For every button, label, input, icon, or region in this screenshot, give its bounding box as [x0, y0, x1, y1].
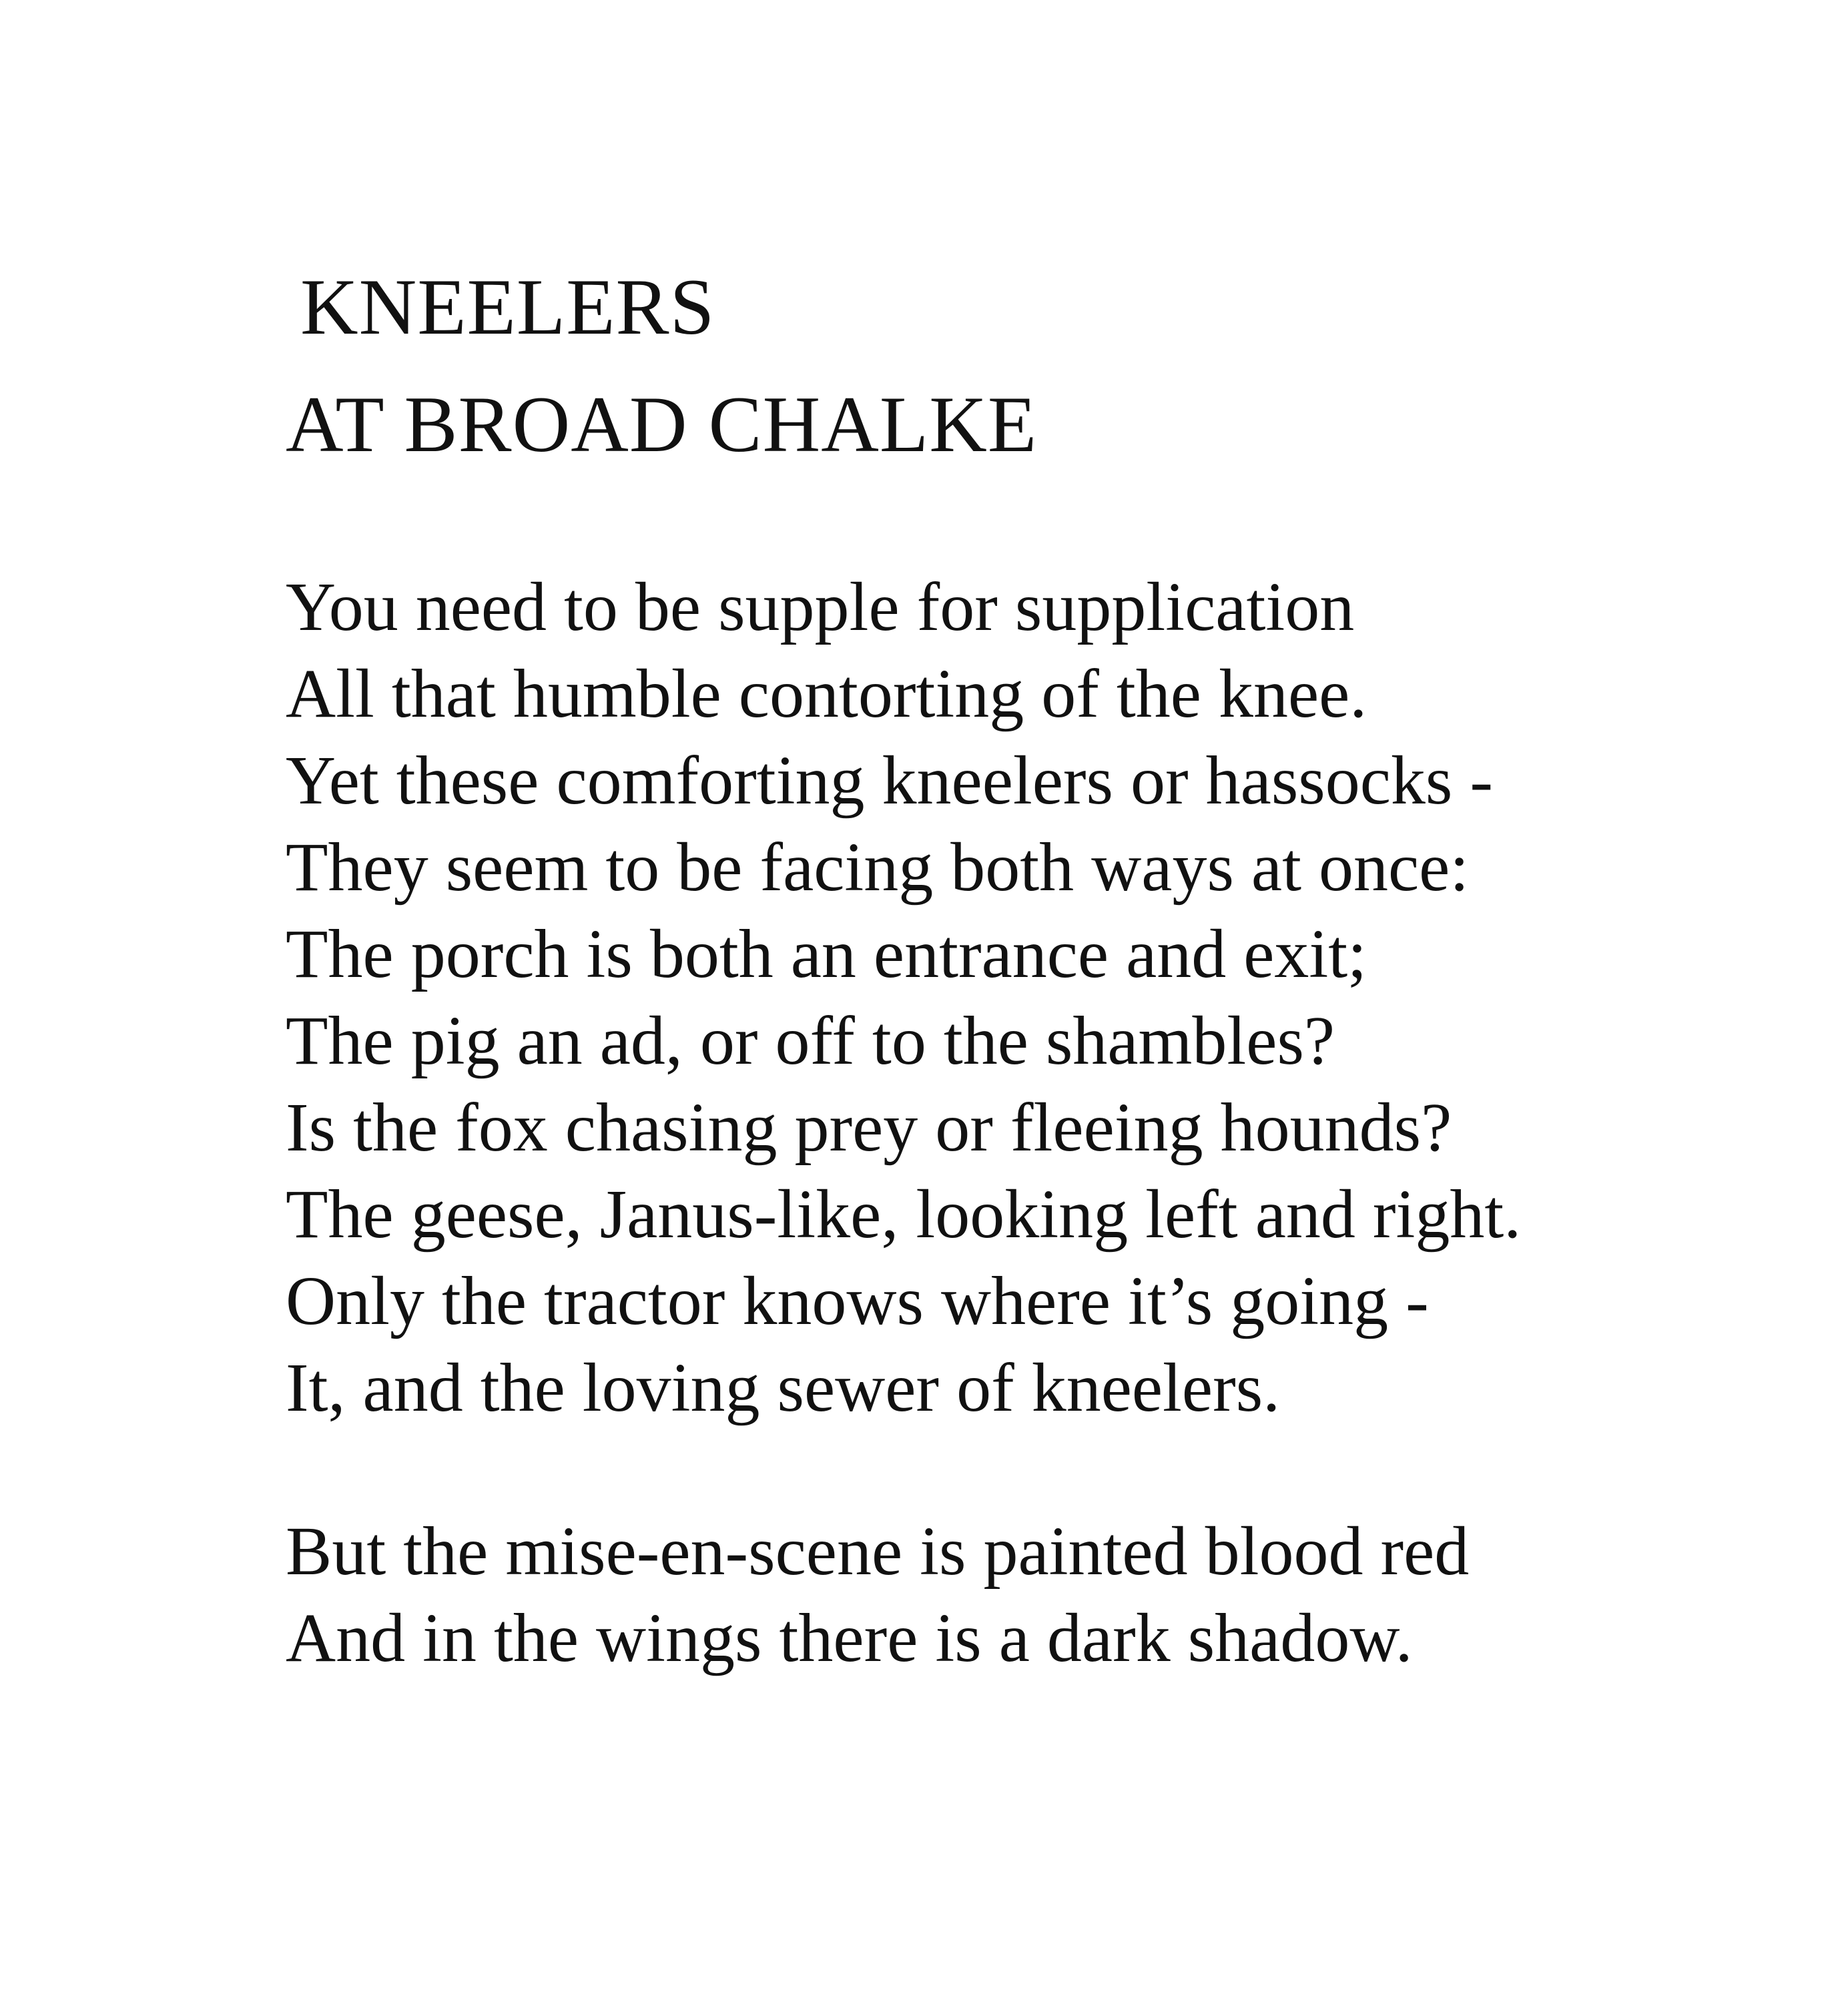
poem-line: You need to be supple for supplication: [286, 569, 1355, 645]
poem-title-line: AT BROAD CHALKE: [286, 380, 1038, 468]
poem-line: It, and the loving sewer of kneelers.: [286, 1349, 1281, 1426]
poem-title: [286, 248, 1037, 483]
poem-line: Is the fox chasing prey or fleeing hounds?: [286, 1089, 1452, 1166]
poem-stanza: [286, 564, 1521, 1431]
poem-line: They seem to be facing both ways at once:: [286, 829, 1470, 906]
poem-line: Only the tractor knows where it’s going -: [286, 1263, 1429, 1339]
poem-line: Yet these comforting kneelers or hassocks -: [286, 742, 1494, 819]
poem-line: But the mise-en-scene is painted blood red: [286, 1513, 1470, 1590]
poem-line: The geese, Janus-like, looking left and right.: [286, 1176, 1522, 1253]
poem-line: All that humble contorting of the knee.: [286, 655, 1367, 732]
poem-title-line: KNEELERS: [300, 262, 715, 351]
poem-line: The porch is both an entrance and exit;: [286, 916, 1367, 992]
poem-line: And in the wings there is a dark shadow.: [286, 1600, 1413, 1676]
poem-line: The pig an ad, or off to the shambles?: [286, 1002, 1335, 1079]
poem-stanza: [286, 1508, 1469, 1682]
